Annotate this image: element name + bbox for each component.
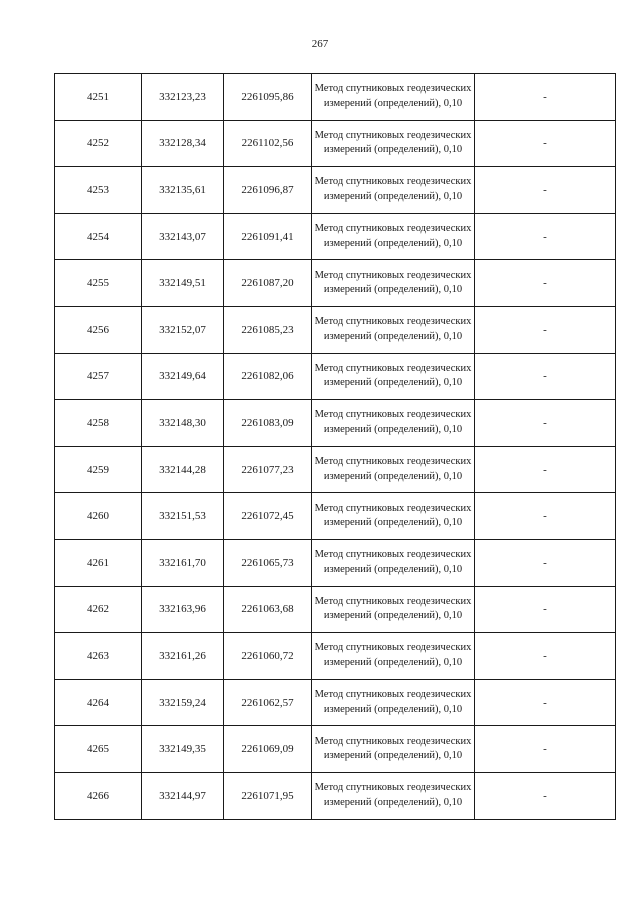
- x-coordinate-cell: 332161,26: [142, 633, 224, 680]
- point-number-cell: 4265: [55, 726, 142, 773]
- method-accuracy-cell: Метод спутниковых геодезических измерений (определений), 0,10: [312, 446, 475, 493]
- y-coordinate-cell: 2261102,56: [224, 120, 312, 167]
- point-number-cell: 4257: [55, 353, 142, 400]
- table-row: [55, 120, 616, 167]
- x-coordinate-cell: 332159,24: [142, 679, 224, 726]
- point-number-cell: 4261: [55, 539, 142, 586]
- x-coordinate-cell: 332135,61: [142, 167, 224, 214]
- note-cell: -: [475, 633, 616, 680]
- x-coordinate-cell: 332143,07: [142, 213, 224, 260]
- x-coordinate-cell: 332152,07: [142, 306, 224, 353]
- point-number-cell: 4256: [55, 306, 142, 353]
- method-accuracy-cell: Метод спутниковых геодезических измерений (определений), 0,10: [312, 260, 475, 307]
- y-coordinate-cell: 2261091,41: [224, 213, 312, 260]
- y-coordinate-cell: 2261082,06: [224, 353, 312, 400]
- point-number-cell: 4253: [55, 167, 142, 214]
- x-coordinate-cell: 332148,30: [142, 400, 224, 447]
- table-row: [55, 167, 616, 214]
- table-row: [55, 260, 616, 307]
- x-coordinate-cell: 332149,64: [142, 353, 224, 400]
- x-coordinate-cell: 332144,97: [142, 772, 224, 819]
- method-accuracy-cell: Метод спутниковых геодезических измерений (определений), 0,10: [312, 306, 475, 353]
- method-accuracy-cell: Метод спутниковых геодезических измерений (определений), 0,10: [312, 120, 475, 167]
- method-accuracy-cell: Метод спутниковых геодезических измерений (определений), 0,10: [312, 353, 475, 400]
- note-cell: -: [475, 74, 616, 121]
- x-coordinate-cell: 332144,28: [142, 446, 224, 493]
- point-number-cell: 4264: [55, 679, 142, 726]
- y-coordinate-cell: 2261065,73: [224, 539, 312, 586]
- y-coordinate-cell: 2261063,68: [224, 586, 312, 633]
- note-cell: -: [475, 353, 616, 400]
- y-coordinate-cell: 2261096,87: [224, 167, 312, 214]
- point-number-cell: 4258: [55, 400, 142, 447]
- y-coordinate-cell: 2261085,23: [224, 306, 312, 353]
- x-coordinate-cell: 332151,53: [142, 493, 224, 540]
- point-number-cell: 4266: [55, 772, 142, 819]
- note-cell: -: [475, 260, 616, 307]
- point-number-cell: 4254: [55, 213, 142, 260]
- method-accuracy-cell: Метод спутниковых геодезических измерений (определений), 0,10: [312, 400, 475, 447]
- note-cell: -: [475, 726, 616, 773]
- note-cell: -: [475, 400, 616, 447]
- note-cell: -: [475, 493, 616, 540]
- method-accuracy-cell: Метод спутниковых геодезических измерений (определений), 0,10: [312, 633, 475, 680]
- y-coordinate-cell: 2261069,09: [224, 726, 312, 773]
- point-number-cell: 4262: [55, 586, 142, 633]
- method-accuracy-cell: Метод спутниковых геодезических измерений (определений), 0,10: [312, 213, 475, 260]
- note-cell: -: [475, 772, 616, 819]
- method-accuracy-cell: Метод спутниковых геодезических измерений (определений), 0,10: [312, 726, 475, 773]
- x-coordinate-cell: 332161,70: [142, 539, 224, 586]
- note-cell: -: [475, 120, 616, 167]
- y-coordinate-cell: 2261077,23: [224, 446, 312, 493]
- table-row: [55, 633, 616, 680]
- note-cell: -: [475, 539, 616, 586]
- x-coordinate-cell: 332123,23: [142, 74, 224, 121]
- coordinates-table-body: [55, 74, 616, 820]
- point-number-cell: 4263: [55, 633, 142, 680]
- note-cell: -: [475, 167, 616, 214]
- table-row: [55, 772, 616, 819]
- point-number-cell: 4259: [55, 446, 142, 493]
- y-coordinate-cell: 2261062,57: [224, 679, 312, 726]
- y-coordinate-cell: 2261072,45: [224, 493, 312, 540]
- method-accuracy-cell: Метод спутниковых геодезических измерений (определений), 0,10: [312, 74, 475, 121]
- y-coordinate-cell: 2261095,86: [224, 74, 312, 121]
- table-row: [55, 539, 616, 586]
- coordinates-table: [54, 73, 616, 820]
- note-cell: -: [475, 586, 616, 633]
- note-cell: -: [475, 306, 616, 353]
- table-row: [55, 400, 616, 447]
- point-number-cell: 4260: [55, 493, 142, 540]
- page-number: 267: [311, 38, 329, 50]
- note-cell: -: [475, 213, 616, 260]
- y-coordinate-cell: 2261071,95: [224, 772, 312, 819]
- note-cell: -: [475, 446, 616, 493]
- x-coordinate-cell: 332149,51: [142, 260, 224, 307]
- point-number-cell: 4251: [55, 74, 142, 121]
- x-coordinate-cell: 332163,96: [142, 586, 224, 633]
- table-row: [55, 493, 616, 540]
- note-cell: -: [475, 679, 616, 726]
- method-accuracy-cell: Метод спутниковых геодезических измерений (определений), 0,10: [312, 539, 475, 586]
- method-accuracy-cell: Метод спутниковых геодезических измерений (определений), 0,10: [312, 772, 475, 819]
- x-coordinate-cell: 332128,34: [142, 120, 224, 167]
- method-accuracy-cell: Метод спутниковых геодезических измерений (определений), 0,10: [312, 679, 475, 726]
- table-row: [55, 306, 616, 353]
- table-row: [55, 353, 616, 400]
- method-accuracy-cell: Метод спутниковых геодезических измерений (определений), 0,10: [312, 167, 475, 214]
- point-number-cell: 4255: [55, 260, 142, 307]
- table-row: [55, 586, 616, 633]
- table-row: [55, 446, 616, 493]
- y-coordinate-cell: 2261083,09: [224, 400, 312, 447]
- table-row: [55, 74, 616, 121]
- y-coordinate-cell: 2261060,72: [224, 633, 312, 680]
- table-row: [55, 213, 616, 260]
- method-accuracy-cell: Метод спутниковых геодезических измерений (определений), 0,10: [312, 586, 475, 633]
- y-coordinate-cell: 2261087,20: [224, 260, 312, 307]
- method-accuracy-cell: Метод спутниковых геодезических измерений (определений), 0,10: [312, 493, 475, 540]
- table-row: [55, 679, 616, 726]
- point-number-cell: 4252: [55, 120, 142, 167]
- x-coordinate-cell: 332149,35: [142, 726, 224, 773]
- table-row: [55, 726, 616, 773]
